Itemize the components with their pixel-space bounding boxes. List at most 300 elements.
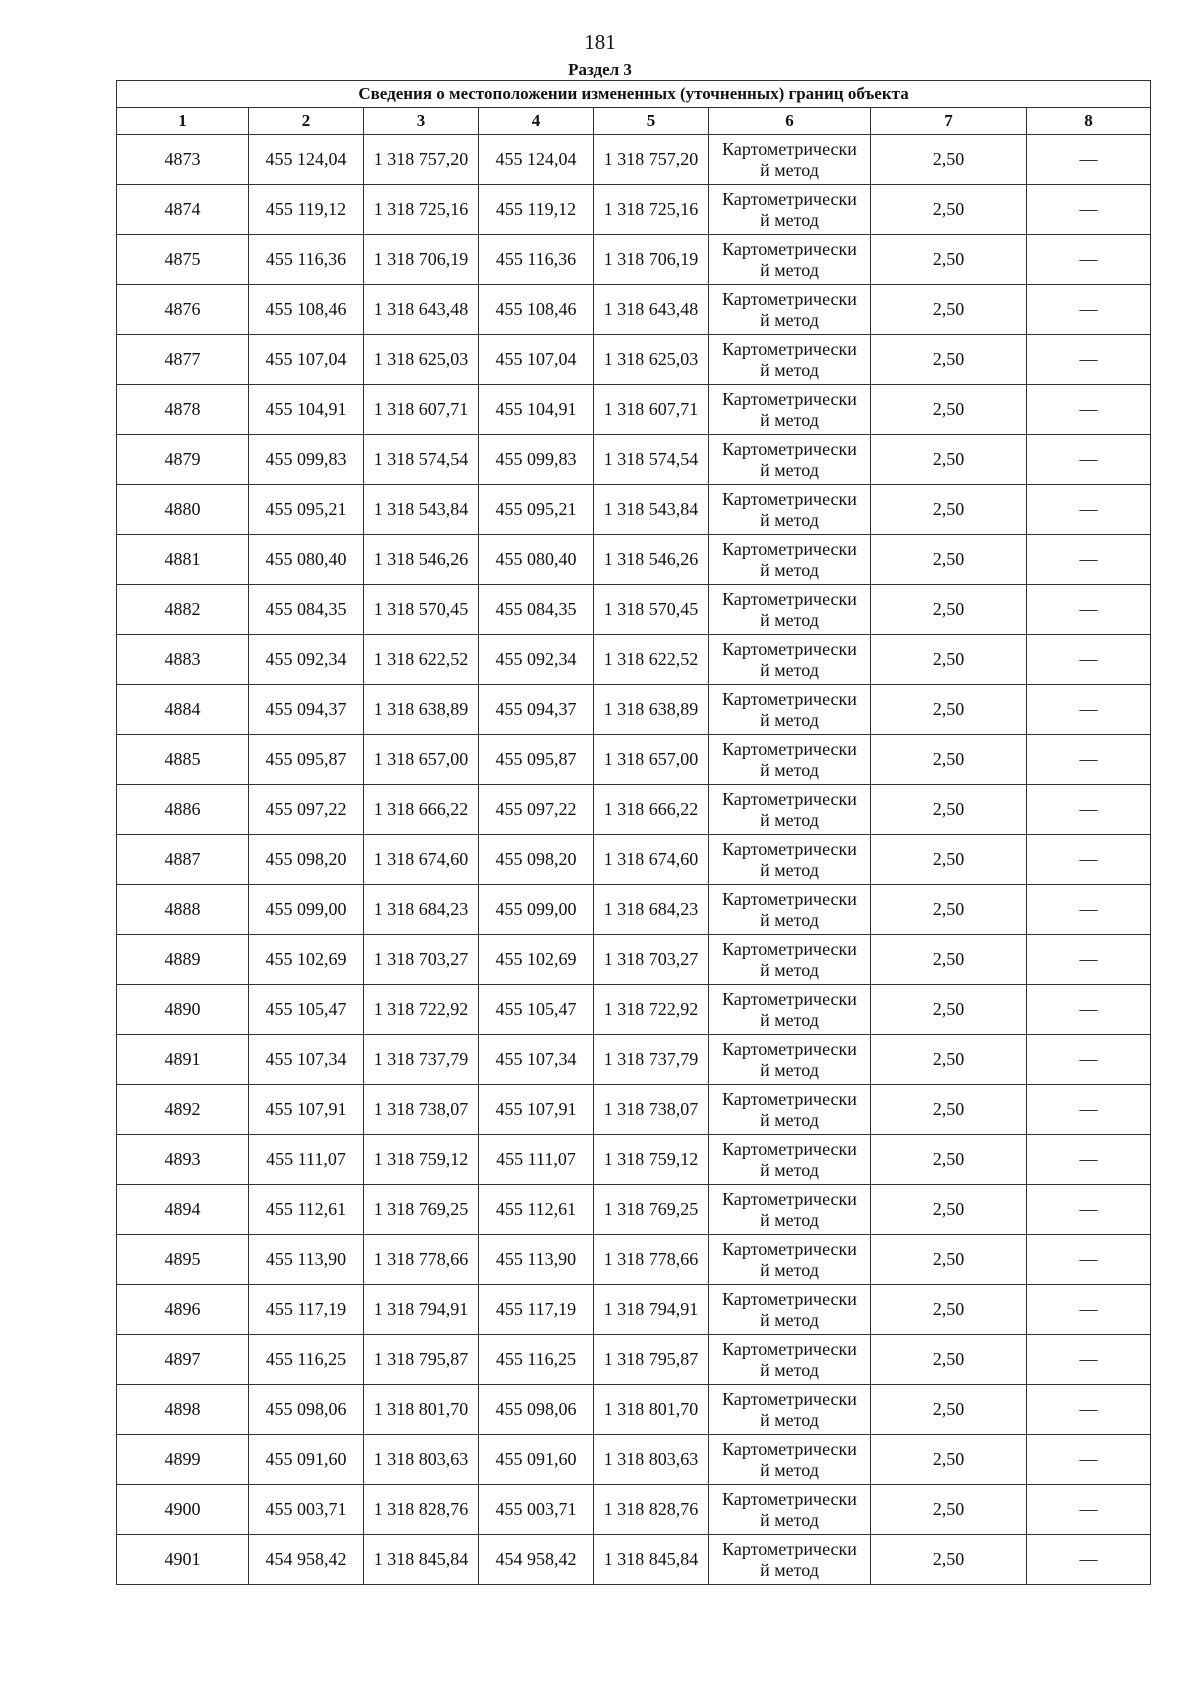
- point-number-cell: 4877: [117, 335, 249, 385]
- column-number: 6: [709, 108, 871, 135]
- description-cell: —: [1027, 1385, 1151, 1435]
- y-new-cell: 1 318 643,48: [594, 285, 709, 335]
- method-cell: [709, 535, 871, 585]
- x-existing-cell: 455 099,00: [249, 885, 364, 935]
- x-new-cell: 455 091,60: [479, 1435, 594, 1485]
- method-cell: [709, 1335, 871, 1385]
- accuracy-cell: 2,50: [871, 1235, 1027, 1285]
- method-text-line: Картометрически: [722, 1288, 857, 1309]
- x-new-cell: 455 098,06: [479, 1385, 594, 1435]
- x-new-cell: 455 003,71: [479, 1485, 594, 1535]
- method-text-line: й метод: [760, 559, 819, 580]
- description-cell: —: [1027, 135, 1151, 185]
- y-new-cell: 1 318 666,22: [594, 785, 709, 835]
- x-new-cell: 455 108,46: [479, 285, 594, 335]
- x-existing-cell: 455 091,60: [249, 1435, 364, 1485]
- description-cell: —: [1027, 685, 1151, 735]
- x-new-cell: 455 107,04: [479, 335, 594, 385]
- x-new-cell: 455 095,87: [479, 735, 594, 785]
- table-row: [117, 1285, 1151, 1335]
- method-cell: [709, 385, 871, 435]
- description-cell: —: [1027, 485, 1151, 535]
- accuracy-cell: 2,50: [871, 1385, 1027, 1435]
- section-title: Раздел 3: [568, 60, 632, 79]
- method-cell: [709, 685, 871, 735]
- x-existing-cell: 455 107,34: [249, 1035, 364, 1085]
- method-text-line: й метод: [760, 1509, 819, 1530]
- point-number-cell: 4874: [117, 185, 249, 235]
- y-existing-cell: 1 318 543,84: [364, 485, 479, 535]
- method-text-line: Картометрически: [722, 688, 857, 709]
- accuracy-cell: 2,50: [871, 835, 1027, 885]
- point-number-cell: 4894: [117, 1185, 249, 1235]
- method-cell: [709, 1535, 871, 1585]
- description-cell: —: [1027, 835, 1151, 885]
- method-text-line: й метод: [760, 909, 819, 930]
- point-number-cell: 4880: [117, 485, 249, 535]
- table-row: [117, 385, 1151, 435]
- accuracy-cell: 2,50: [871, 735, 1027, 785]
- method-text-line: Картометрически: [722, 638, 857, 659]
- method-text-line: Картометрически: [722, 538, 857, 559]
- method-cell: [709, 235, 871, 285]
- method-text-line: Картометрически: [722, 438, 857, 459]
- y-existing-cell: 1 318 625,03: [364, 335, 479, 385]
- point-number-cell: 4885: [117, 735, 249, 785]
- table-row: [117, 935, 1151, 985]
- description-cell: —: [1027, 435, 1151, 485]
- accuracy-cell: 2,50: [871, 935, 1027, 985]
- method-text-line: й метод: [760, 809, 819, 830]
- x-new-cell: 455 107,91: [479, 1085, 594, 1135]
- y-new-cell: 1 318 828,76: [594, 1485, 709, 1535]
- table-caption: Сведения о местоположении измененных (уточненных) границ объекта: [117, 81, 1151, 108]
- accuracy-cell: 2,50: [871, 985, 1027, 1035]
- method-cell: [709, 985, 871, 1035]
- y-new-cell: 1 318 845,84: [594, 1535, 709, 1585]
- y-new-cell: 1 318 801,70: [594, 1385, 709, 1435]
- column-number: 2: [249, 108, 364, 135]
- method-text-line: Картометрически: [722, 588, 857, 609]
- table-row: [117, 335, 1151, 385]
- y-new-cell: 1 318 778,66: [594, 1235, 709, 1285]
- x-new-cell: 455 116,25: [479, 1335, 594, 1385]
- accuracy-cell: 2,50: [871, 235, 1027, 285]
- description-cell: —: [1027, 1085, 1151, 1135]
- y-existing-cell: 1 318 607,71: [364, 385, 479, 435]
- point-number-cell: 4892: [117, 1085, 249, 1135]
- point-number-cell: 4875: [117, 235, 249, 285]
- column-number: 3: [364, 108, 479, 135]
- y-existing-cell: 1 318 769,25: [364, 1185, 479, 1235]
- column-number-row: [117, 108, 1151, 135]
- y-new-cell: 1 318 638,89: [594, 685, 709, 735]
- method-text-line: Картометрически: [722, 188, 857, 209]
- table-row: [117, 585, 1151, 635]
- table-row: [117, 735, 1151, 785]
- x-new-cell: 455 098,20: [479, 835, 594, 885]
- x-existing-cell: 454 958,42: [249, 1535, 364, 1585]
- method-text-line: й метод: [760, 1009, 819, 1030]
- method-text-line: Картометрически: [722, 888, 857, 909]
- description-cell: —: [1027, 735, 1151, 785]
- x-new-cell: 455 116,36: [479, 235, 594, 285]
- table-row: [117, 535, 1151, 585]
- table-row: [117, 985, 1151, 1035]
- y-new-cell: 1 318 757,20: [594, 135, 709, 185]
- x-existing-cell: 455 116,36: [249, 235, 364, 285]
- x-new-cell: 455 080,40: [479, 535, 594, 585]
- method-text-line: й метод: [760, 709, 819, 730]
- description-cell: —: [1027, 1335, 1151, 1385]
- method-text-line: й метод: [760, 359, 819, 380]
- method-text-line: Картометрически: [722, 338, 857, 359]
- y-existing-cell: 1 318 828,76: [364, 1485, 479, 1535]
- column-number: 4: [479, 108, 594, 135]
- description-cell: —: [1027, 785, 1151, 835]
- method-text-line: й метод: [760, 609, 819, 630]
- x-new-cell: 455 105,47: [479, 985, 594, 1035]
- method-text-line: Картометрически: [722, 1388, 857, 1409]
- method-text-line: й метод: [760, 459, 819, 480]
- description-cell: —: [1027, 185, 1151, 235]
- description-cell: —: [1027, 635, 1151, 685]
- method-text-line: Картометрически: [722, 288, 857, 309]
- point-number-cell: 4890: [117, 985, 249, 1035]
- method-text-line: й метод: [760, 309, 819, 330]
- method-cell: [709, 335, 871, 385]
- y-existing-cell: 1 318 574,54: [364, 435, 479, 485]
- y-new-cell: 1 318 803,63: [594, 1435, 709, 1485]
- x-existing-cell: 455 095,21: [249, 485, 364, 535]
- x-existing-cell: 455 124,04: [249, 135, 364, 185]
- method-text-line: Картометрически: [722, 1438, 857, 1459]
- y-new-cell: 1 318 657,00: [594, 735, 709, 785]
- y-new-cell: 1 318 737,79: [594, 1035, 709, 1085]
- x-new-cell: 455 117,19: [479, 1285, 594, 1335]
- x-existing-cell: 455 104,91: [249, 385, 364, 435]
- accuracy-cell: 2,50: [871, 585, 1027, 635]
- table-row: [117, 635, 1151, 685]
- point-number-cell: 4881: [117, 535, 249, 585]
- method-cell: [709, 135, 871, 185]
- point-number-cell: 4889: [117, 935, 249, 985]
- method-cell: [709, 435, 871, 485]
- method-text-line: й метод: [760, 1359, 819, 1380]
- accuracy-cell: 2,50: [871, 135, 1027, 185]
- table-row: [117, 135, 1151, 185]
- x-new-cell: 455 112,61: [479, 1185, 594, 1235]
- y-existing-cell: 1 318 638,89: [364, 685, 479, 735]
- point-number-cell: 4891: [117, 1035, 249, 1085]
- y-new-cell: 1 318 574,54: [594, 435, 709, 485]
- x-existing-cell: 455 097,22: [249, 785, 364, 835]
- description-cell: —: [1027, 585, 1151, 635]
- x-existing-cell: 455 107,04: [249, 335, 364, 385]
- method-cell: [709, 1485, 871, 1535]
- y-existing-cell: 1 318 546,26: [364, 535, 479, 585]
- description-cell: —: [1027, 235, 1151, 285]
- x-new-cell: 455 113,90: [479, 1235, 594, 1285]
- x-existing-cell: 455 112,61: [249, 1185, 364, 1235]
- x-new-cell: 455 095,21: [479, 485, 594, 535]
- method-text-line: й метод: [760, 1259, 819, 1280]
- method-text-line: й метод: [760, 959, 819, 980]
- accuracy-cell: 2,50: [871, 1485, 1027, 1535]
- method-text-line: й метод: [760, 1109, 819, 1130]
- table-row: [117, 685, 1151, 735]
- table-row: [117, 1435, 1151, 1485]
- point-number-cell: 4884: [117, 685, 249, 735]
- method-text-line: й метод: [760, 209, 819, 230]
- accuracy-cell: 2,50: [871, 1285, 1027, 1335]
- description-cell: —: [1027, 1535, 1151, 1585]
- y-existing-cell: 1 318 737,79: [364, 1035, 479, 1085]
- accuracy-cell: 2,50: [871, 435, 1027, 485]
- method-cell: [709, 285, 871, 335]
- accuracy-cell: 2,50: [871, 185, 1027, 235]
- method-text-line: Картометрически: [722, 1488, 857, 1509]
- method-cell: [709, 735, 871, 785]
- method-text-line: й метод: [760, 1409, 819, 1430]
- method-text-line: й метод: [760, 859, 819, 880]
- x-existing-cell: 455 095,87: [249, 735, 364, 785]
- table-row: [117, 485, 1151, 535]
- y-new-cell: 1 318 703,27: [594, 935, 709, 985]
- point-number-cell: 4888: [117, 885, 249, 935]
- method-text-line: й метод: [760, 1059, 819, 1080]
- description-cell: —: [1027, 935, 1151, 985]
- x-new-cell: 455 084,35: [479, 585, 594, 635]
- table-row: [117, 285, 1151, 335]
- method-text-line: й метод: [760, 509, 819, 530]
- accuracy-cell: 2,50: [871, 1435, 1027, 1485]
- y-existing-cell: 1 318 803,63: [364, 1435, 479, 1485]
- table-row: [117, 1385, 1151, 1435]
- method-text-line: й метод: [760, 759, 819, 780]
- method-cell: [709, 485, 871, 535]
- x-new-cell: 455 099,00: [479, 885, 594, 935]
- y-existing-cell: 1 318 657,00: [364, 735, 479, 785]
- accuracy-cell: 2,50: [871, 1035, 1027, 1085]
- y-new-cell: 1 318 684,23: [594, 885, 709, 935]
- y-existing-cell: 1 318 795,87: [364, 1335, 479, 1385]
- method-cell: [709, 1085, 871, 1135]
- method-text-line: Картометрически: [722, 488, 857, 509]
- x-existing-cell: 455 080,40: [249, 535, 364, 585]
- y-new-cell: 1 318 570,45: [594, 585, 709, 635]
- description-cell: —: [1027, 335, 1151, 385]
- y-new-cell: 1 318 759,12: [594, 1135, 709, 1185]
- y-existing-cell: 1 318 684,23: [364, 885, 479, 935]
- x-new-cell: 455 107,34: [479, 1035, 594, 1085]
- method-text-line: Картометрически: [722, 388, 857, 409]
- x-existing-cell: 455 107,91: [249, 1085, 364, 1135]
- method-text-line: Картометрически: [722, 838, 857, 859]
- description-cell: —: [1027, 1135, 1151, 1185]
- method-cell: [709, 635, 871, 685]
- column-number: 7: [871, 108, 1027, 135]
- y-existing-cell: 1 318 725,16: [364, 185, 479, 235]
- page-number: 181: [584, 30, 616, 54]
- table-row: [117, 835, 1151, 885]
- x-existing-cell: 455 119,12: [249, 185, 364, 235]
- y-existing-cell: 1 318 759,12: [364, 1135, 479, 1185]
- point-number-cell: 4898: [117, 1385, 249, 1435]
- point-number-cell: 4886: [117, 785, 249, 835]
- method-cell: [709, 1385, 871, 1435]
- point-number-cell: 4883: [117, 635, 249, 685]
- y-existing-cell: 1 318 778,66: [364, 1235, 479, 1285]
- method-text-line: й метод: [760, 409, 819, 430]
- y-new-cell: 1 318 769,25: [594, 1185, 709, 1235]
- y-existing-cell: 1 318 674,60: [364, 835, 479, 885]
- x-existing-cell: 455 098,06: [249, 1385, 364, 1435]
- method-cell: [709, 835, 871, 885]
- y-existing-cell: 1 318 757,20: [364, 135, 479, 185]
- table-row: [117, 435, 1151, 485]
- x-existing-cell: 455 094,37: [249, 685, 364, 735]
- point-number-cell: 4901: [117, 1535, 249, 1585]
- description-cell: —: [1027, 285, 1151, 335]
- method-text-line: Картометрически: [722, 1238, 857, 1259]
- x-existing-cell: 455 099,83: [249, 435, 364, 485]
- y-new-cell: 1 318 722,92: [594, 985, 709, 1035]
- x-new-cell: 455 111,07: [479, 1135, 594, 1185]
- table-row: [117, 1335, 1151, 1385]
- column-number: 8: [1027, 108, 1151, 135]
- description-cell: —: [1027, 985, 1151, 1035]
- point-number-cell: 4899: [117, 1435, 249, 1485]
- table-row: [117, 885, 1151, 935]
- method-text-line: Картометрически: [722, 1138, 857, 1159]
- y-existing-cell: 1 318 738,07: [364, 1085, 479, 1135]
- accuracy-cell: 2,50: [871, 1535, 1027, 1585]
- accuracy-cell: 2,50: [871, 785, 1027, 835]
- method-cell: [709, 1185, 871, 1235]
- method-text-line: й метод: [760, 1309, 819, 1330]
- y-new-cell: 1 318 738,07: [594, 1085, 709, 1135]
- y-new-cell: 1 318 622,52: [594, 635, 709, 685]
- method-cell: [709, 1435, 871, 1485]
- x-existing-cell: 455 108,46: [249, 285, 364, 335]
- column-number: 5: [594, 108, 709, 135]
- table-row: [117, 1535, 1151, 1585]
- method-text-line: й метод: [760, 1559, 819, 1580]
- x-new-cell: 454 958,42: [479, 1535, 594, 1585]
- y-existing-cell: 1 318 703,27: [364, 935, 479, 985]
- accuracy-cell: 2,50: [871, 685, 1027, 735]
- x-existing-cell: 455 102,69: [249, 935, 364, 985]
- accuracy-cell: 2,50: [871, 1085, 1027, 1135]
- method-text-line: Картометрически: [722, 938, 857, 959]
- x-existing-cell: 455 113,90: [249, 1235, 364, 1285]
- y-new-cell: 1 318 674,60: [594, 835, 709, 885]
- method-text-line: й метод: [760, 259, 819, 280]
- x-new-cell: 455 119,12: [479, 185, 594, 235]
- table-row: [117, 1085, 1151, 1135]
- y-existing-cell: 1 318 570,45: [364, 585, 479, 635]
- y-new-cell: 1 318 543,84: [594, 485, 709, 535]
- method-text-line: Картометрически: [722, 1188, 857, 1209]
- coordinates-table: [116, 80, 1151, 1585]
- method-cell: [709, 935, 871, 985]
- description-cell: —: [1027, 535, 1151, 585]
- x-existing-cell: 455 084,35: [249, 585, 364, 635]
- method-cell: [709, 585, 871, 635]
- accuracy-cell: 2,50: [871, 885, 1027, 935]
- method-text-line: Картометрически: [722, 738, 857, 759]
- x-new-cell: 455 099,83: [479, 435, 594, 485]
- method-text-line: Картометрически: [722, 1538, 857, 1559]
- method-text-line: Картометрически: [722, 1038, 857, 1059]
- table-row: [117, 785, 1151, 835]
- x-existing-cell: 455 105,47: [249, 985, 364, 1035]
- method-text-line: й метод: [760, 1209, 819, 1230]
- table-row: [117, 235, 1151, 285]
- description-cell: —: [1027, 1435, 1151, 1485]
- y-new-cell: 1 318 706,19: [594, 235, 709, 285]
- accuracy-cell: 2,50: [871, 1185, 1027, 1235]
- description-cell: —: [1027, 1485, 1151, 1535]
- y-existing-cell: 1 318 666,22: [364, 785, 479, 835]
- point-number-cell: 4897: [117, 1335, 249, 1385]
- method-cell: [709, 1035, 871, 1085]
- point-number-cell: 4879: [117, 435, 249, 485]
- method-text-line: й метод: [760, 1159, 819, 1180]
- y-new-cell: 1 318 794,91: [594, 1285, 709, 1335]
- method-text-line: Картометрически: [722, 788, 857, 809]
- point-number-cell: 4878: [117, 385, 249, 435]
- description-cell: —: [1027, 385, 1151, 435]
- y-existing-cell: 1 318 801,70: [364, 1385, 479, 1435]
- y-new-cell: 1 318 795,87: [594, 1335, 709, 1385]
- point-number-cell: 4895: [117, 1235, 249, 1285]
- method-text-line: Картометрически: [722, 238, 857, 259]
- accuracy-cell: 2,50: [871, 335, 1027, 385]
- y-existing-cell: 1 318 622,52: [364, 635, 479, 685]
- point-number-cell: 4893: [117, 1135, 249, 1185]
- method-cell: [709, 1285, 871, 1335]
- method-text-line: й метод: [760, 1459, 819, 1480]
- y-existing-cell: 1 318 722,92: [364, 985, 479, 1035]
- column-number: 1: [117, 108, 249, 135]
- point-number-cell: 4887: [117, 835, 249, 885]
- point-number-cell: 4873: [117, 135, 249, 185]
- y-new-cell: 1 318 625,03: [594, 335, 709, 385]
- table-row: [117, 1485, 1151, 1535]
- table-row: [117, 185, 1151, 235]
- point-number-cell: 4876: [117, 285, 249, 335]
- y-existing-cell: 1 318 794,91: [364, 1285, 479, 1335]
- method-cell: [709, 1235, 871, 1285]
- y-existing-cell: 1 318 706,19: [364, 235, 479, 285]
- point-number-cell: 4900: [117, 1485, 249, 1535]
- accuracy-cell: 2,50: [871, 385, 1027, 435]
- table-row: [117, 1135, 1151, 1185]
- x-new-cell: 455 094,37: [479, 685, 594, 735]
- accuracy-cell: 2,50: [871, 1135, 1027, 1185]
- x-existing-cell: 455 092,34: [249, 635, 364, 685]
- accuracy-cell: 2,50: [871, 485, 1027, 535]
- x-new-cell: 455 104,91: [479, 385, 594, 435]
- method-cell: [709, 185, 871, 235]
- point-number-cell: 4896: [117, 1285, 249, 1335]
- method-cell: [709, 1135, 871, 1185]
- x-existing-cell: 455 116,25: [249, 1335, 364, 1385]
- table-body: [117, 135, 1151, 1585]
- method-text-line: й метод: [760, 159, 819, 180]
